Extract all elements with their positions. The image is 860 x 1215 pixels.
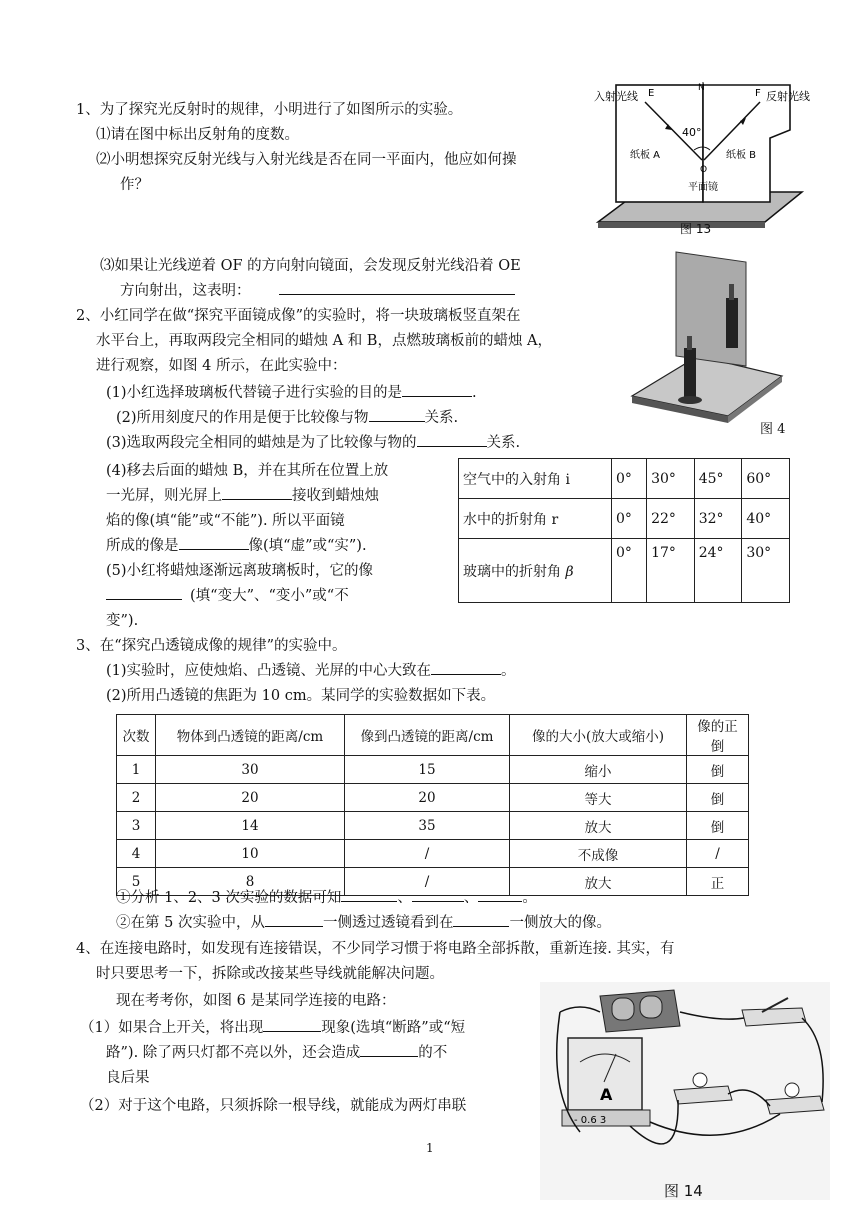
lens-cell: 放大 [510,868,687,896]
q2-sub3-text: (3)选取两段完全相同的蜡烛是为了比较像与物的 [106,435,417,451]
figure-14-caption: 图 14 [664,1182,703,1200]
lens-cell: 8 [156,868,345,896]
lens-table-row [117,756,749,784]
q1-part3-line2 [120,281,515,301]
q2-sub2-text: (2)所用刻度尺的作用是便于比较像与物 [116,410,369,426]
q1-part2-line1: ⑵小明想探究反射光线与入射光线是否在同一平面内，他应如何操 [96,152,517,168]
lens-cell: 倒 [687,812,749,840]
refraction-cell: 水中的折射角 r [459,499,612,539]
q4-line2: 时只要思考一下，拆除或改接某些导线就能解决问题。 [96,966,444,982]
fig13-point-f: F [755,88,761,99]
lens-cell: 20 [156,784,345,812]
figure-4-candle-mirror [628,248,784,423]
q2-sub1 [106,383,477,403]
lens-data-table [116,714,749,896]
lens-table-row [117,784,749,812]
figure-13-caption: 图 13 [680,222,712,236]
refraction-cell: 30° [742,539,790,603]
q1-answer-blank[interactable] [279,294,515,295]
lens-cell: 不成像 [510,840,687,868]
q2-sub5-text: (填“变大”、“变小”或“不 [190,588,349,604]
q4-line3: 现在考考你，如图 6 是某同学连接的电路： [116,993,396,1009]
lens-cell: 倒 [687,756,749,784]
q2-sub5-blank[interactable] [106,599,182,600]
lens-cell: 10 [156,840,345,868]
q2-sub3-blank[interactable] [417,446,487,447]
q2-sub4-text4: 像(填“虚”或“实”). [248,538,367,554]
refraction-row-air [459,459,790,499]
q3-analysis2-text1: ②在第 5 次实验中，从 [116,915,265,931]
q2-sub4-line2 [106,486,379,506]
q2-sub5-line2 [106,586,349,606]
lens-cell: 30 [156,756,345,784]
q4-line1: 4、在连接电路时，如发现有连接错误，不少同学习惯于将电路全部拆散，重新连接. 其实，有 [76,941,675,957]
refraction-cell: 22° [647,499,695,539]
lens-cell: 35 [345,812,510,840]
refraction-cell: 空气中的入射角 i [459,459,612,499]
lens-cell: 14 [156,812,345,840]
lens-cell: / [345,868,510,896]
q3-analysis2-text2: 一侧透过透镜看到在 [322,915,454,931]
q3-analysis1-end: 。 [522,890,537,906]
ammeter-label: A [600,1085,613,1104]
q3-analysis1-blank3[interactable] [478,901,522,902]
lens-header-cell: 次数 [117,715,156,756]
fig13-board-b: 纸板 B [726,150,757,161]
q2-sub4-blank2[interactable] [179,549,249,550]
lens-cell: 正 [687,868,749,896]
q3-stem: 3、在“探究凸透镜成像的规律”的实验中。 [76,638,347,654]
refraction-cell: 0° [612,459,647,499]
lens-cell: 4 [117,840,156,868]
q2-sub4-line3: 焰的像(填“能”或“不能”). 所以平面镜 [106,513,345,529]
q2-sub1-end: . [472,385,477,401]
q2-sub4-blank1[interactable] [222,499,292,500]
ammeter-terminals: - 0.6 3 [574,1115,607,1126]
lens-cell: 20 [345,784,510,812]
lens-header-cell: 像到凸透镜的距离/cm [345,715,510,756]
q2-sub2-end: 关系. [424,410,459,426]
lens-table-row [117,840,749,868]
q4-part1-blank2[interactable] [360,1056,418,1057]
q3-analysis1-blank1[interactable] [341,901,397,902]
q3-part1-blank[interactable] [431,674,501,675]
q3-analysis1 [116,888,537,908]
fig13-point-n: N [698,83,705,93]
q2-sub2 [116,408,458,428]
refraction-cell: 32° [694,499,742,539]
q2-sub5-line1: (5)小红将蜡烛逐渐远离玻璃板时，它的像 [106,563,374,579]
q1-part2-line2: 作？ [120,177,149,193]
figure-13-reflection-diagram [590,80,810,240]
figure-14-circuit [540,982,830,1200]
q2-sub1-text: (1)小红选择玻璃板代替镜子进行实验的目的是 [106,385,403,401]
lens-table-header [117,715,749,756]
q3-analysis1-blank2[interactable] [412,901,464,902]
q4-part1-line2 [106,1043,447,1063]
lens-cell: 3 [117,812,156,840]
lens-cell: 15 [345,756,510,784]
q2-sub4-line1: (4)移去后面的蜡烛 B，并在其所在位置上放 [106,463,389,479]
q1-part3-text: 方向射出，这表明： [120,283,251,299]
lens-cell: 1 [117,756,156,784]
lens-header-cell: 物体到凸透镜的距离/cm [156,715,345,756]
q2-sub3-end: 关系. [486,435,521,451]
q3-part1 [106,661,516,681]
refraction-cell: 0° [612,499,647,539]
q1-part3-line1: ⑶如果让光线逆着 OF 的方向射向镜面，会发现反射光线沿着 OE [100,258,521,274]
q3-sep: 、 [463,890,479,906]
fig13-point-o: O [700,165,708,175]
q3-analysis2 [116,913,611,933]
q2-sub1-blank[interactable] [402,396,472,397]
q1-part1: ⑴请在图中标出反射角的度数。 [96,127,299,143]
q2-sub4-text1: 一光屏，则光屏上 [106,488,222,504]
q3-analysis2-blank1[interactable] [265,926,323,927]
q2-sub4-line4 [106,536,367,556]
q3-analysis1-text: ①分析 1、2、3 次实验的数据可知 [116,890,342,906]
q3-analysis2-text3: 一侧放大的像。 [509,915,611,931]
q4-part1-text4: 的不 [418,1045,448,1061]
glass-label-text: 玻璃中的折射角 [463,563,561,580]
q4-part1-line1 [80,1018,465,1038]
lens-cell: 2 [117,784,156,812]
q2-line3: 进行观察，如图 4 所示，在此实验中： [96,358,347,374]
q3-part1-text: (1)实验时，应使烛焰、凸透镜、光屏的中心大致在 [106,663,432,679]
refraction-table [458,458,790,603]
fig13-point-e: E [648,88,655,99]
q4-part1-text2: 现象(选填“断路”或“短 [321,1020,466,1036]
refraction-cell-glass-label [459,539,612,603]
fig13-board-a: 纸板 A [630,150,661,161]
refraction-cell: 0° [612,539,647,603]
q3-part1-end: 。 [501,663,516,679]
refraction-cell: 60° [742,459,790,499]
fig13-mirror-label: 平面镜 [688,182,718,193]
lens-cell: / [345,840,510,868]
q4-part1-line3: 良后果 [106,1070,150,1086]
figure-4-caption: 图 4 [760,422,786,437]
fig13-angle-label: 40° [682,126,702,139]
q3-sep: 、 [397,890,412,906]
q3-analysis2-blank2[interactable] [453,926,509,927]
q3-part2: (2)所用凸透镜的焦距为 10 cm。某同学的实验数据如下表。 [106,688,496,704]
page-number: 1 [426,1141,434,1155]
refraction-row-water [459,499,790,539]
lens-header-cell: 像的正倒 [687,715,749,756]
q4-part2-line1: （2）对于这个电路，只须拆除一根导线，就能成为两灯串联 [80,1098,467,1114]
refraction-cell: 17° [647,539,695,603]
lens-cell: 缩小 [510,756,687,784]
refraction-cell: 30° [647,459,695,499]
q2-line1: 2、小红同学在做“探究平面镜成像”的实验时，将一块玻璃板竖直架在 [76,308,521,324]
lens-cell: 倒 [687,784,749,812]
q2-sub4-text3: 所成的像是 [106,538,179,554]
q2-sub4-text2: 接收到蜡烛烛 [292,488,379,504]
lens-cell: 等大 [510,784,687,812]
fig13-reflected-label: 反射光线 [766,90,810,103]
lens-header-cell: 像的大小(放大或缩小) [510,715,687,756]
lens-cell: 5 [117,868,156,896]
refraction-cell: 45° [694,459,742,499]
q2-sub5-line3: 变”). [106,613,139,629]
q2-sub2-blank[interactable] [369,421,425,422]
lens-cell: 放大 [510,812,687,840]
fig13-incident-label: 入射光线 [594,90,638,103]
q4-part1-text3: 路”). 除了两只灯都不亮以外，还会造成 [106,1045,361,1061]
q2-line2: 水平台上，再取两段完全相同的蜡烛 A 和 B，点燃玻璃板前的蜡烛 A， [96,333,553,349]
refraction-cell: 40° [742,499,790,539]
beta-symbol-icon: β [565,563,574,580]
q4-part1-text1: （1）如果合上开关，将出现 [80,1020,264,1036]
lens-cell: / [687,840,749,868]
lens-table-row [117,812,749,840]
q4-part1-blank1[interactable] [263,1031,321,1032]
refraction-row-glass [459,539,790,603]
refraction-cell: 24° [694,539,742,603]
q1-stem: 1、为了探究光反射时的规律，小明进行了如图所示的实验。 [76,102,463,118]
q2-sub3 [106,433,520,453]
